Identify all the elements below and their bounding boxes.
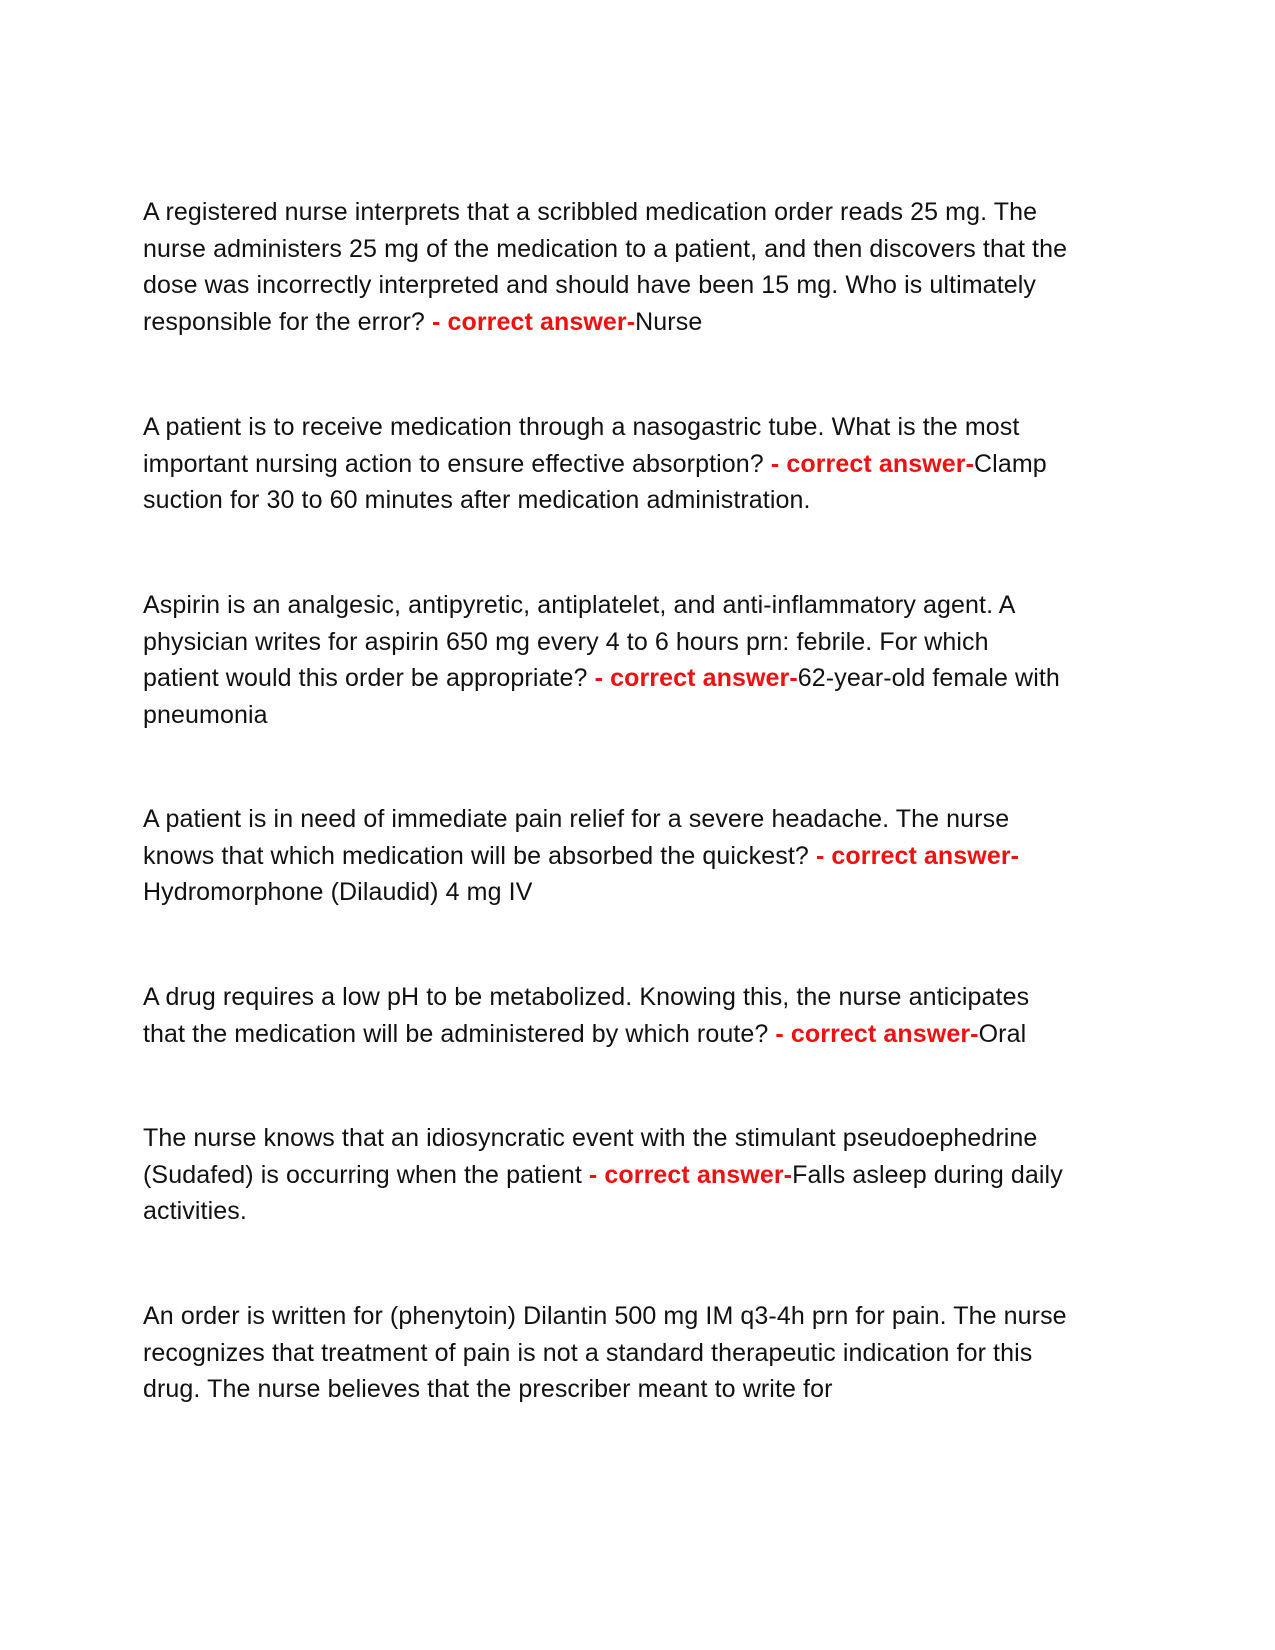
qa-item-3 [143,587,1068,733]
qa-item-5 [143,979,1068,1052]
answer-text: Falls asleep during daily activities. [143,1160,1063,1225]
correct-answer-marker: - correct answer- [815,841,1020,870]
question-text: A patient is to receive medication through a nasogastric tube. What is the most important nursing action to ensure effective absorption? [143,413,1020,478]
answer-text: Clamp suction for 30 to 60 minutes after medication administration. [143,449,1047,514]
question-text: A registered nurse interprets that a scribbled medication order reads 25 mg. The nurse administers 25 mg of the medication to a patient, and then discovers that the dose was incorrectly interpreted and should have been 15 mg. Who is ultimately responsible for the error? [143,198,1068,336]
question-text: The nurse knows that an idiosyncratic event with the stimulant pseudoephedrine (Sudafed) is occurring when the patient [143,1124,1038,1189]
qa-item-6 [143,1120,1068,1230]
question-text: An order is written for (phenytoin) Dilantin 500 mg IM q3-4h prn for pain. The nurse recognizes that treatment of pain is not a standard therapeutic indication for this drug. The nurse believes that the prescriber meant to write for [143,1302,1067,1403]
correct-answer-marker: - correct answer- [594,664,798,692]
answer-text: Hydromorphone (Dilaudid) 4 mg IV [143,878,533,906]
correct-answer-marker: - correct answer- [431,307,636,336]
qa-item-1 [143,194,1068,340]
answer-text: 62-year-old female with pneumonia [143,664,1060,729]
answer-text: Oral [978,1019,1027,1048]
qa-item-2 [143,409,1068,519]
correct-answer-marker: - correct answer- [770,449,975,478]
correct-answer-marker: - correct answer- [588,1160,793,1189]
qa-item-4 [143,801,1068,911]
correct-answer-marker: - correct answer- [775,1019,979,1048]
answer-text: Nurse [635,307,703,336]
question-text: A patient is in need of immediate pain relief for a severe headache. The nurse knows that which medication will be absorbed the quickest? [143,805,1010,870]
question-text: Aspirin is an analgesic, antipyretic, antiplatelet, and anti-inflammatory agent. A physician writes for aspirin 650 mg every 4 to 6 hours prn: febrile. For which patient would this order be appropriate? [143,591,1015,692]
qa-item-7 [143,1298,1068,1408]
question-text: A drug requires a low pH to be metabolized. Knowing this, the nurse anticipates that the medication will be administered by which route? [143,983,1030,1048]
